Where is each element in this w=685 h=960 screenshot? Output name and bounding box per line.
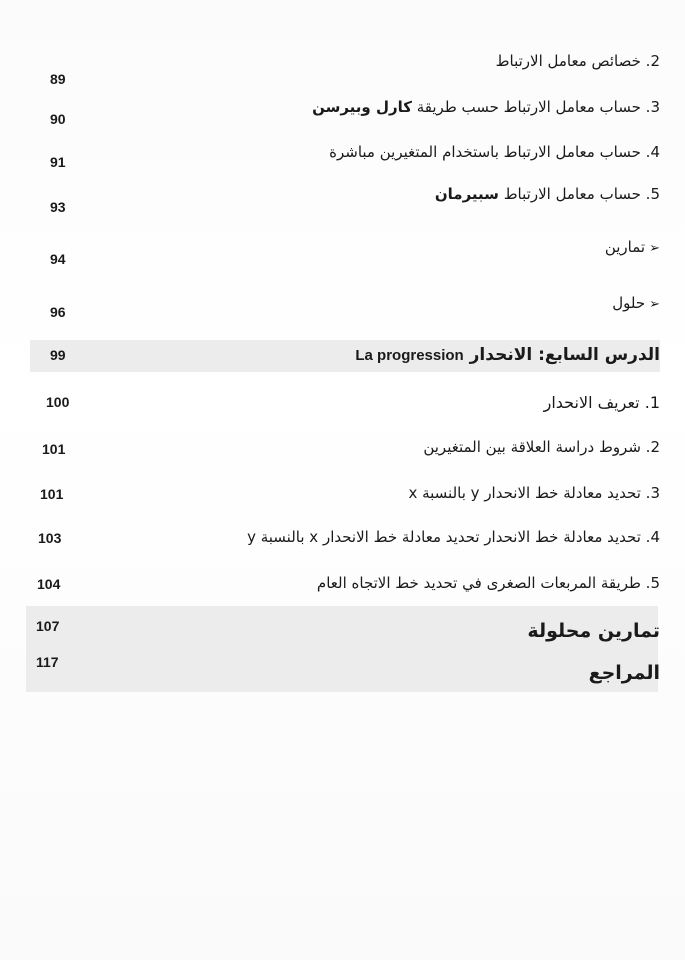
toc-entry[interactable]: [30, 436, 660, 466]
toc-entry-page: 90: [50, 111, 66, 127]
toc-entry-title: 3. تحديد معادلة خط الانحدار y بالنسبة x: [408, 484, 660, 502]
toc-entry-title: [435, 183, 660, 205]
lesson-7-heading[interactable]: [30, 344, 660, 374]
toc-entry-page: 89: [50, 71, 66, 87]
toc-entry-title: 2. خصائص معامل الارتباط: [495, 52, 660, 70]
toc-entry-page: 93: [50, 199, 66, 215]
toc-entry-references[interactable]: [30, 654, 660, 690]
toc-entry-title: [612, 292, 660, 316]
toc-entry-title-main: 3. حساب معامل الارتباط حسب طريقة: [411, 98, 660, 116]
toc-entry-title: 1. تعريف الانحدار: [543, 393, 660, 412]
toc-entry-page: 100: [46, 394, 70, 410]
toc-entry-title: المراجع: [588, 662, 660, 684]
toc-entry-title: [312, 96, 660, 118]
toc-entry[interactable]: [30, 50, 660, 87]
toc-entry[interactable]: [30, 141, 660, 171]
toc-entry[interactable]: [30, 482, 660, 512]
toc-entry-page: 107: [36, 618, 60, 634]
toc-entry-title-text: حلول: [612, 294, 646, 312]
toc-entry-exercises[interactable]: [30, 236, 660, 266]
toc-entry-title: 4. حساب معامل الارتباط باستخدام المتغيرين مباشرة: [329, 143, 660, 161]
toc-entry-title-strong: سبيرمان: [434, 185, 499, 203]
lesson-title-fr: La progression: [355, 347, 464, 364]
toc-entry-title-main: 5. حساب معامل الارتباط: [498, 185, 660, 203]
toc-entry[interactable]: [30, 183, 660, 213]
toc-entry-title: 2. شروط دراسة العلاقة بين المتغيرين: [423, 438, 660, 456]
toc-entry-solved-exercises[interactable]: [30, 618, 660, 648]
toc-entry[interactable]: [30, 96, 660, 126]
toc-entry-title: 4. تحديد معادلة خط الانحدار تحديد معادلة خط الانحدار x بالنسبة y: [247, 528, 660, 546]
toc-entry-page: 104: [37, 576, 61, 592]
toc-entry-title: [605, 236, 660, 260]
toc-entry-title-strong: كارل وبيرسن: [312, 98, 412, 116]
toc-entry[interactable]: [30, 392, 660, 422]
toc-entry-title-text: تمارين: [604, 238, 646, 256]
lesson-title: [355, 344, 660, 367]
toc-entry-page: 91: [50, 154, 66, 170]
lesson-title-ar: الدرس السابع: الانحدار: [469, 345, 660, 365]
toc-entry[interactable]: [30, 526, 660, 556]
toc-entry-page: 94: [50, 251, 66, 267]
toc-entry-page: 101: [42, 441, 66, 457]
toc-entry-solutions[interactable]: [30, 292, 660, 322]
toc-entry-page: 99: [50, 347, 66, 363]
arrow-bullet-icon: ➢: [649, 297, 660, 312]
arrow-bullet-icon: ➢: [649, 241, 660, 256]
toc-entry-page: 96: [50, 304, 66, 320]
toc-entry-page: 101: [40, 486, 64, 502]
toc-entry-page: 103: [38, 530, 62, 546]
toc-entry-page: 117: [36, 654, 59, 670]
toc-entry-title: 5. طريقة المربعات الصغرى في تحديد خط الاتجاه العام: [316, 574, 660, 592]
toc-entry-title: تمارين محلولة: [527, 620, 660, 642]
toc-entry[interactable]: [30, 572, 660, 602]
